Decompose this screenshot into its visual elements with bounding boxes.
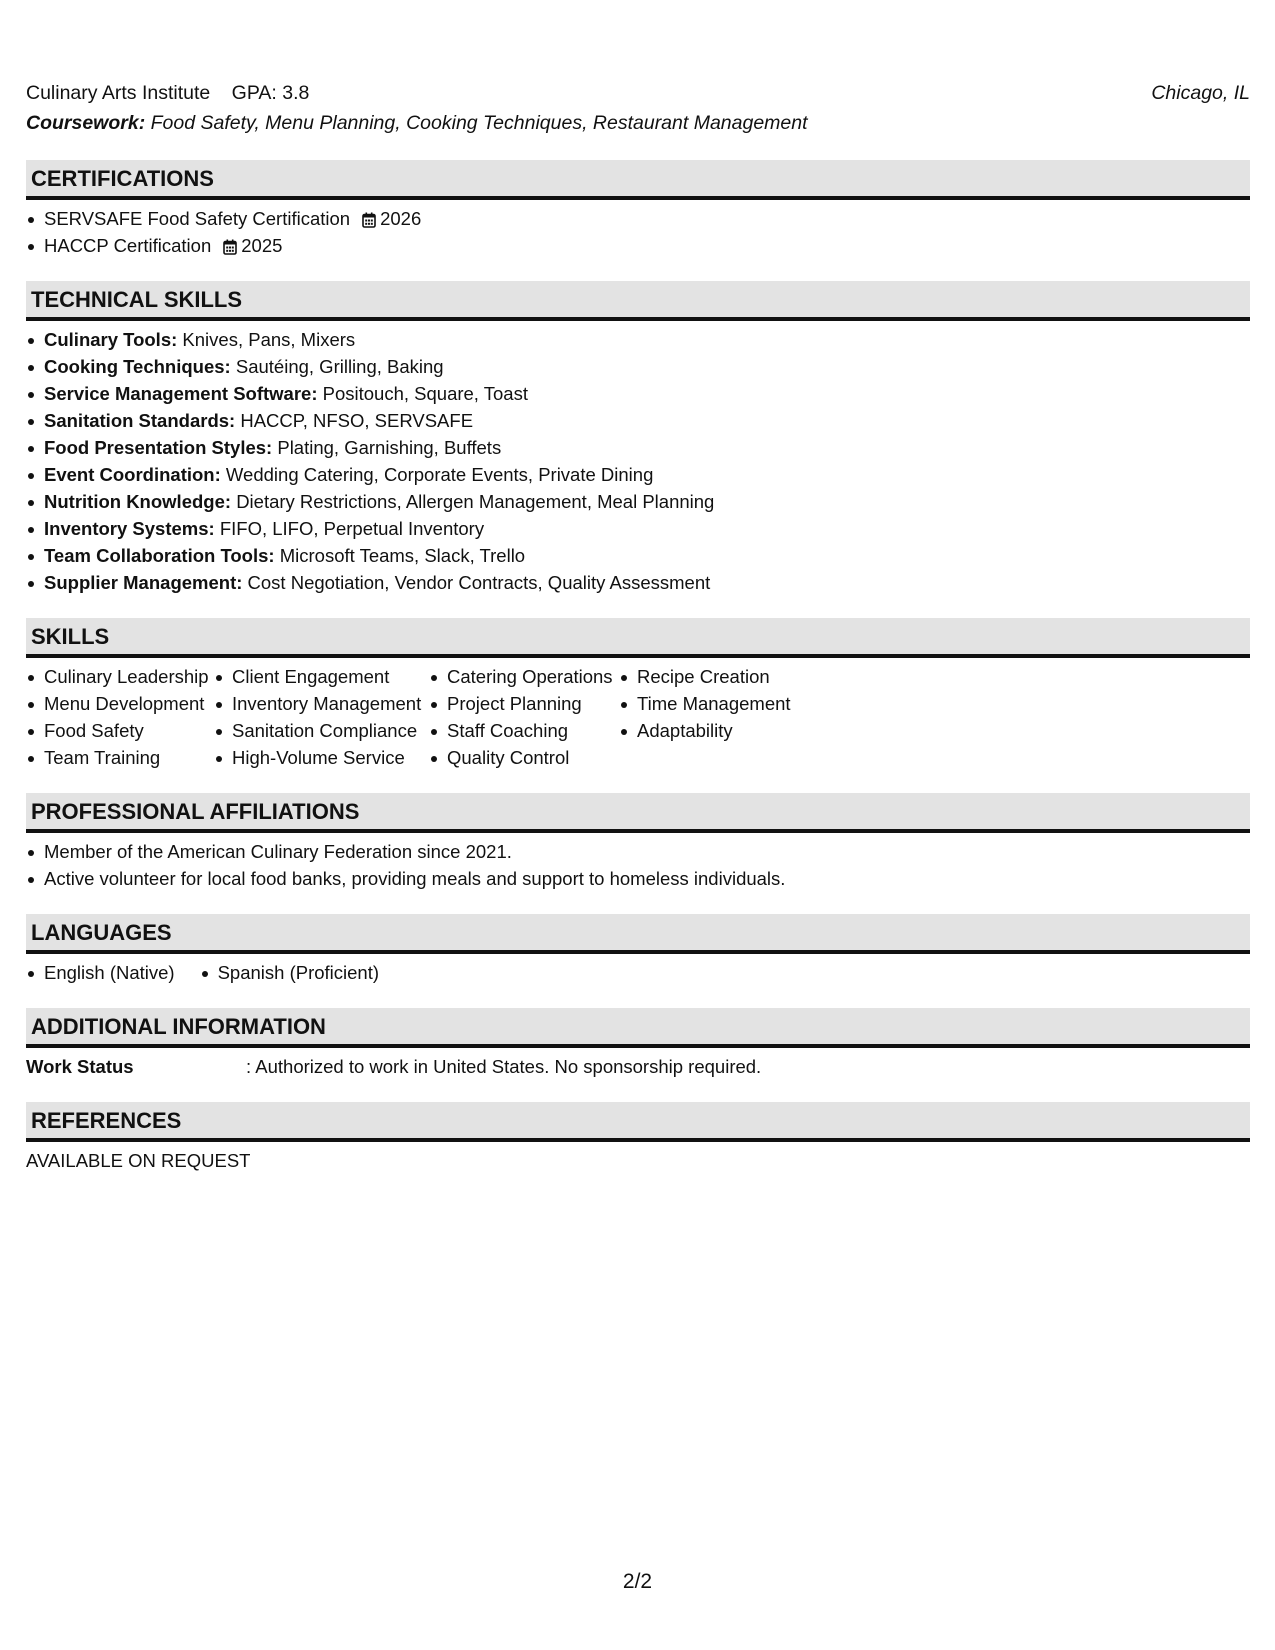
- technical-skill-item: [26, 380, 1250, 407]
- section-header-certifications: CERTIFICATIONS: [26, 160, 1250, 200]
- skill-values: Dietary Restrictions, Allergen Management, Meal Planning: [236, 491, 715, 512]
- skill-item: Food Safety: [26, 717, 214, 744]
- gpa: GPA: 3.8: [231, 82, 310, 104]
- skill-item: Quality Control: [429, 744, 619, 771]
- calendar-icon: [362, 212, 376, 228]
- skills-column: [214, 663, 429, 771]
- certification-item: [26, 232, 1250, 259]
- skill-item: Culinary Leadership: [26, 663, 214, 690]
- skill-values: HACCP, NFSO, SERVSAFE: [240, 410, 474, 431]
- certifications-list: [26, 205, 1250, 259]
- skill-values: Plating, Garnishing, Buffets: [277, 437, 502, 458]
- languages-list: [26, 959, 1250, 986]
- coursework-list: Food Safety, Menu Planning, Cooking Techniques, Restaurant Management: [150, 112, 808, 134]
- affiliation-item: Member of the American Culinary Federation since 2021.: [26, 838, 1250, 865]
- work-status-value: : Authorized to work in United States. No sponsorship required.: [246, 1056, 762, 1077]
- skill-item: Project Planning: [429, 690, 619, 717]
- section-header-languages: LANGUAGES: [26, 914, 1250, 954]
- skill-item: Staff Coaching: [429, 717, 619, 744]
- skill-item: Menu Development: [26, 690, 214, 717]
- skill-values: Sautéing, Grilling, Baking: [235, 356, 444, 377]
- affiliations-list: [26, 838, 1250, 892]
- technical-skills-list: [26, 326, 1250, 596]
- skill-item: Recipe Creation: [619, 663, 819, 690]
- skill-item: Client Engagement: [214, 663, 429, 690]
- technical-skill-item: [26, 326, 1250, 353]
- skill-values: Positouch, Square, Toast: [322, 383, 528, 404]
- education-location: Chicago, IL: [1151, 82, 1250, 104]
- calendar-icon: [223, 239, 237, 255]
- section-header-skills: SKILLS: [26, 618, 1250, 658]
- skill-category: Sanitation Standards:: [44, 410, 236, 431]
- skill-category: Service Management Software:: [44, 383, 318, 404]
- certification-year: 2026: [380, 208, 422, 229]
- skill-category: Team Collaboration Tools:: [44, 545, 275, 566]
- skill-item: Adaptability: [619, 717, 819, 744]
- skill-item: Team Training: [26, 744, 214, 771]
- section-header-technical-skills: TECHNICAL SKILLS: [26, 281, 1250, 321]
- affiliation-item: Active volunteer for local food banks, providing meals and support to homeless individuals.: [26, 865, 1250, 892]
- skill-category: Event Coordination:: [44, 464, 221, 485]
- skill-values: FIFO, LIFO, Perpetual Inventory: [219, 518, 485, 539]
- section-header-additional-info: ADDITIONAL INFORMATION: [26, 1008, 1250, 1048]
- skill-category: Cooking Techniques:: [44, 356, 231, 377]
- certification-year: 2025: [241, 235, 283, 256]
- skill-item: High-Volume Service: [214, 744, 429, 771]
- skill-item: Time Management: [619, 690, 819, 717]
- coursework: [26, 108, 1250, 138]
- skill-values: Wedding Catering, Corporate Events, Private Dining: [225, 464, 654, 485]
- section-header-affiliations: PROFESSIONAL AFFILIATIONS: [26, 793, 1250, 833]
- skills-column: [429, 663, 619, 771]
- section-header-references: REFERENCES: [26, 1102, 1250, 1142]
- skill-item: Inventory Management: [214, 690, 429, 717]
- school-name: Culinary Arts Institute: [26, 82, 211, 104]
- education-row: [26, 78, 1250, 108]
- skill-category: Culinary Tools:: [44, 329, 178, 350]
- skill-category: Inventory Systems:: [44, 518, 215, 539]
- skill-values: Knives, Pans, Mixers: [182, 329, 356, 350]
- skill-category: Supplier Management:: [44, 572, 243, 593]
- technical-skill-item: [26, 569, 1250, 596]
- technical-skill-item: [26, 407, 1250, 434]
- work-status-row: [26, 1053, 1250, 1080]
- language-item: English (Native): [26, 959, 175, 986]
- skills-column: [26, 663, 214, 771]
- certification-item: [26, 205, 1250, 232]
- certification-name: HACCP Certification: [44, 235, 212, 256]
- work-status-label: Work Status: [26, 1056, 134, 1077]
- technical-skill-item: [26, 434, 1250, 461]
- technical-skill-item: [26, 461, 1250, 488]
- technical-skill-item: [26, 542, 1250, 569]
- skill-values: Cost Negotiation, Vendor Contracts, Quality Assessment: [247, 572, 711, 593]
- technical-skill-item: [26, 353, 1250, 380]
- coursework-label: Coursework:: [26, 112, 146, 134]
- references-text: AVAILABLE ON REQUEST: [26, 1150, 251, 1171]
- education-info: [26, 78, 309, 108]
- skill-values: Microsoft Teams, Slack, Trello: [279, 545, 526, 566]
- skill-category: Food Presentation Styles:: [44, 437, 273, 458]
- technical-skill-item: [26, 515, 1250, 542]
- skill-item: Sanitation Compliance: [214, 717, 429, 744]
- skills-grid: [26, 663, 1250, 771]
- skill-item: Catering Operations: [429, 663, 619, 690]
- language-item: Spanish (Proficient): [200, 959, 379, 986]
- skills-column: [619, 663, 819, 771]
- skill-category: Nutrition Knowledge:: [44, 491, 232, 512]
- certification-name: SERVSAFE Food Safety Certification: [44, 208, 351, 229]
- page-number: 2/2: [622, 1570, 653, 1593]
- technical-skill-item: [26, 488, 1250, 515]
- resume-page: [26, 78, 1250, 1174]
